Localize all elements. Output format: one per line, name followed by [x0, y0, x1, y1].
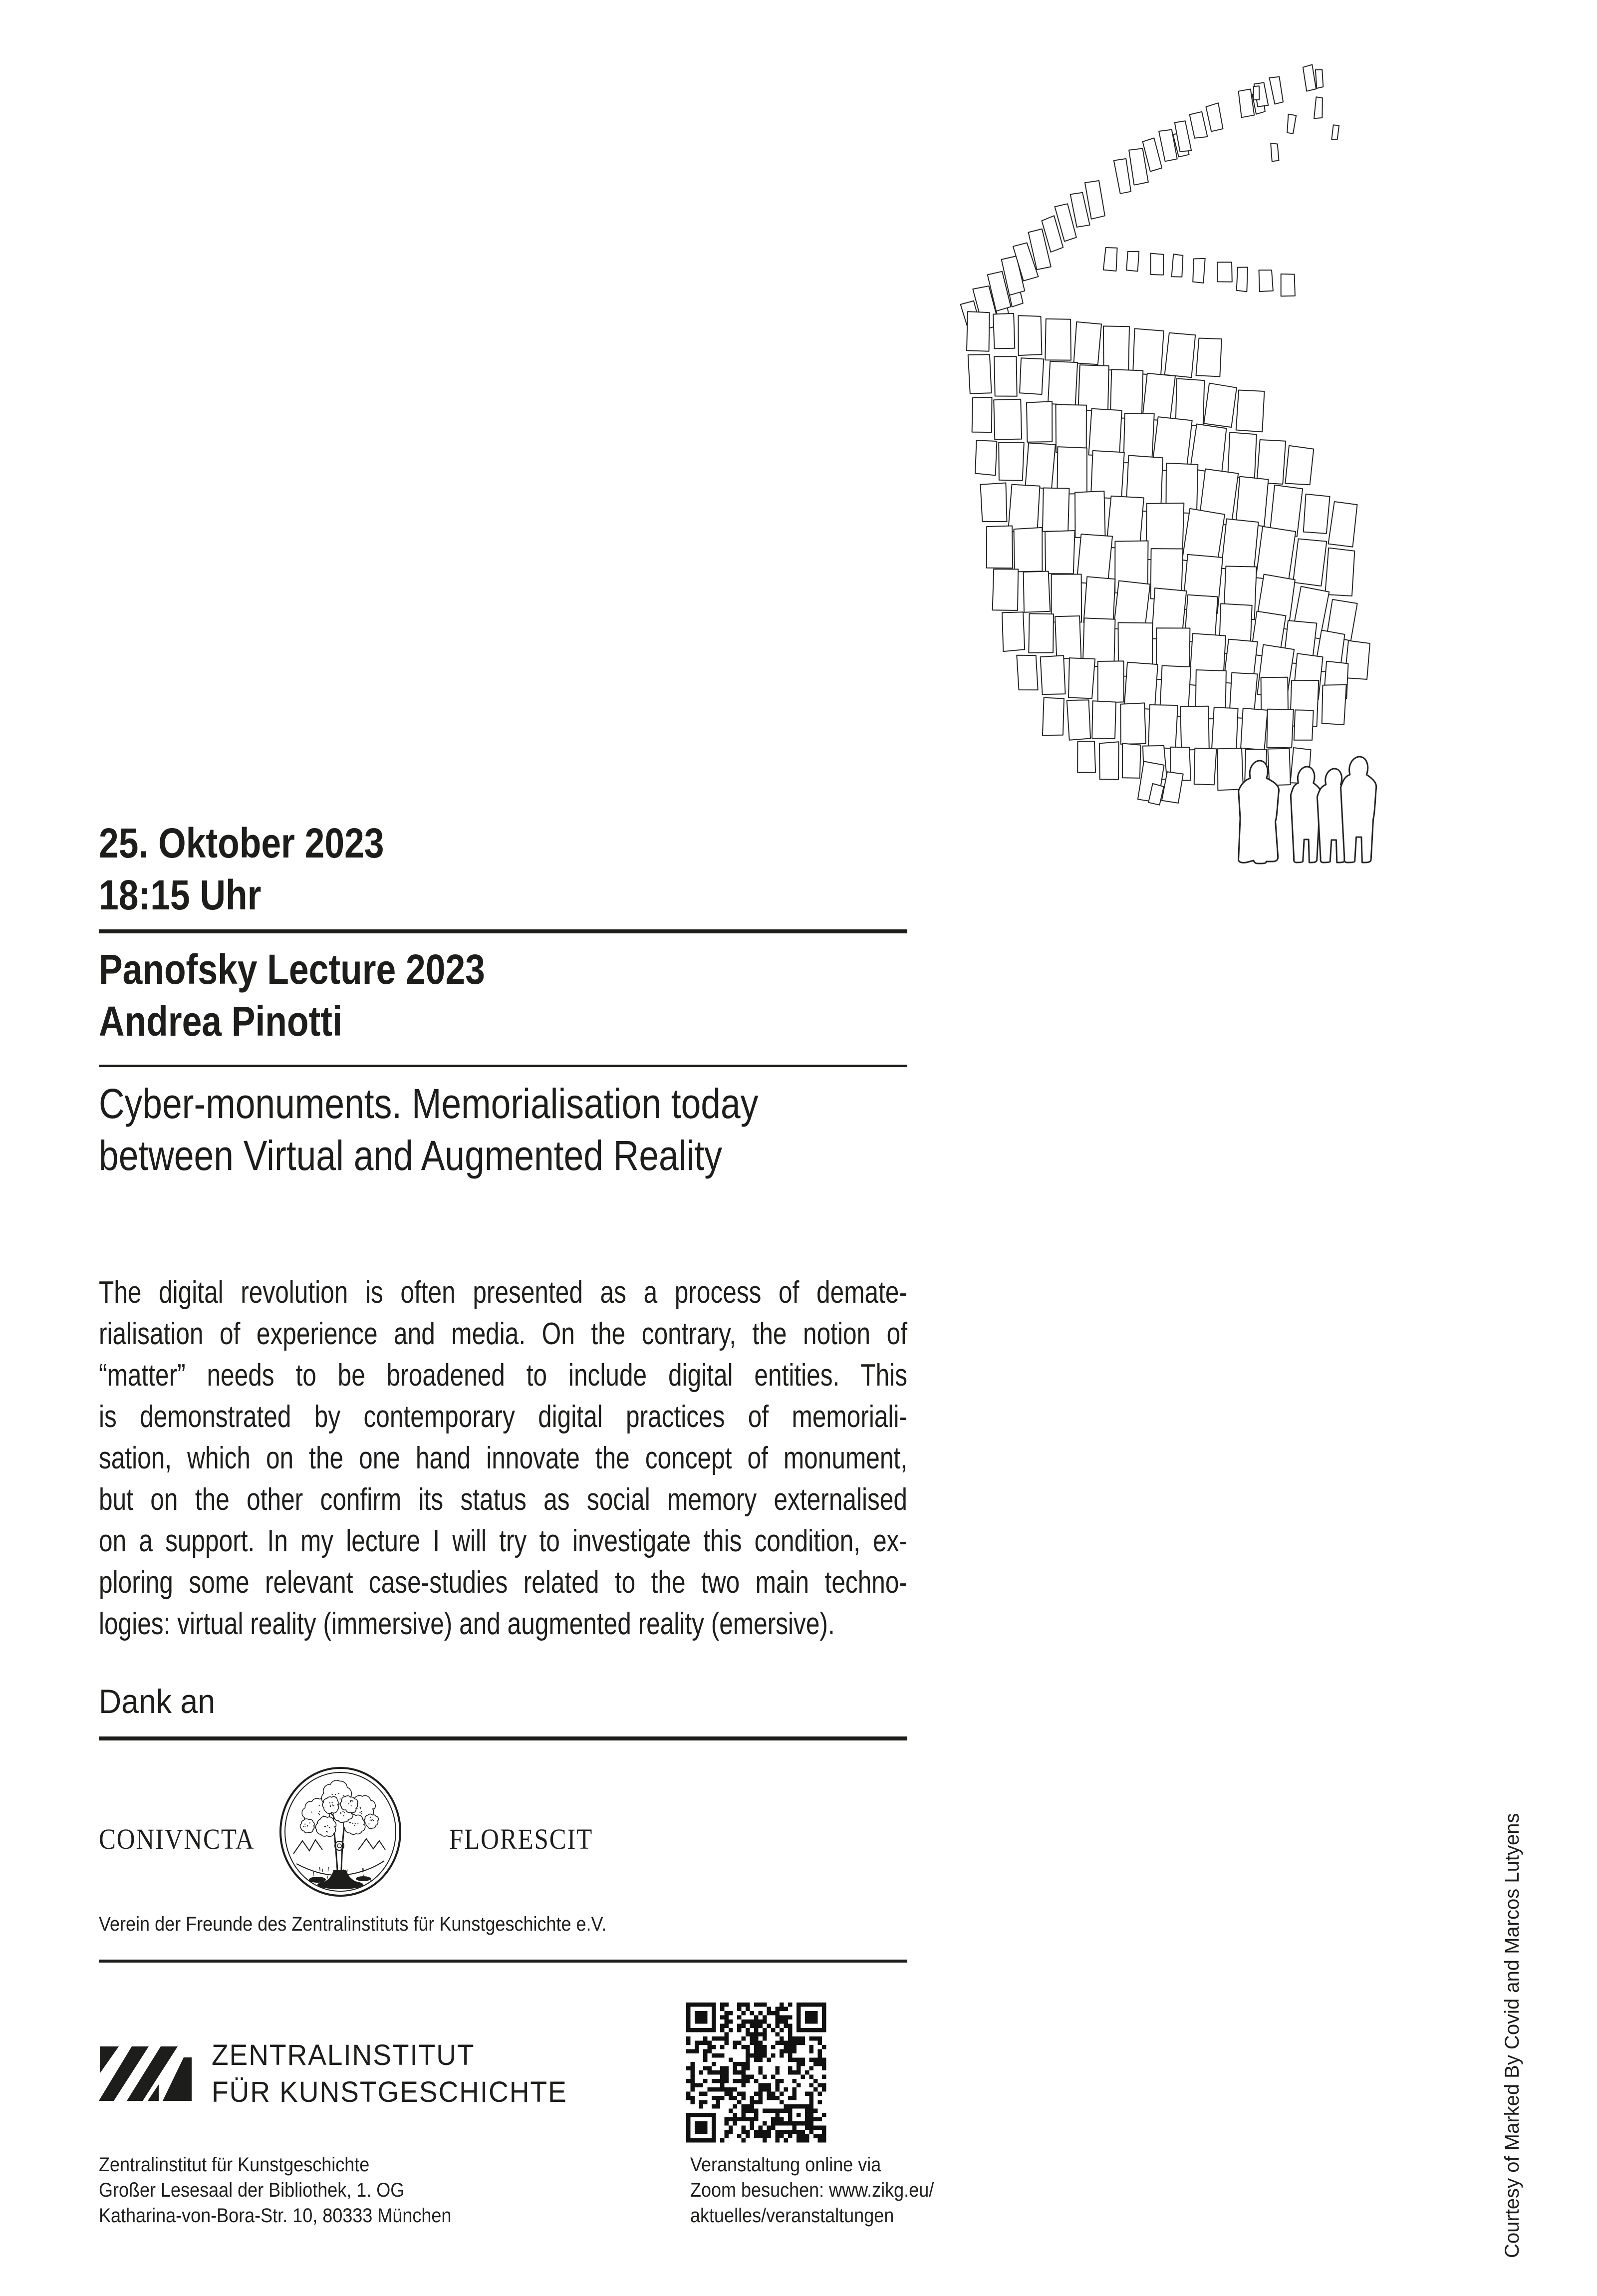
divider-3	[99, 1736, 907, 1740]
divider-4	[99, 1960, 907, 1963]
qr-code	[686, 2003, 826, 2143]
thanks-heading: Dank an	[99, 1683, 216, 1721]
institute-wordmark	[212, 2037, 567, 2111]
lecture-block	[99, 943, 485, 1047]
lecture-title	[99, 1078, 758, 1181]
lecture-series: Panofsky Lecture 2023	[99, 946, 485, 993]
abstract-line: sation, which on the one hand innovate the concept of monument,	[99, 1441, 907, 1475]
wordmark-line1: ZENTRALINSTITUT	[212, 2039, 475, 2071]
venue-address-line: Zentralinstitut für Kunstgeschichte	[99, 2154, 370, 2176]
motto-right: FLORESCIT	[449, 1823, 593, 1855]
lecture-speaker: Andrea Pinotti	[99, 998, 342, 1045]
motto-left: CONIVNCTA	[99, 1823, 255, 1855]
event-time: 18:15 Uhr	[99, 871, 262, 918]
divider-2	[99, 1065, 907, 1067]
abstract-line: on a support. In my lecture I will try to investigate this condition, ex-	[99, 1524, 907, 1558]
abstract-line: “matter” needs to be broadened to include digital entities. This	[99, 1358, 907, 1393]
date-block	[99, 817, 384, 921]
online-info-line: aktuelles/veranstaltungen	[690, 2205, 894, 2227]
artwork-spiral-drawing-icon	[938, 40, 1437, 928]
venue-address	[99, 2152, 451, 2229]
association-name: Verein der Freunde des Zentralinstituts für Kunstgeschichte e.V.	[99, 1913, 607, 1935]
abstract-line: is demonstrated by contemporary digital practices of memoriali-	[99, 1400, 907, 1434]
lecture-title-line1: Cyber-monuments. Memorialisation today	[99, 1080, 759, 1127]
abstract-line: logies: virtual reality (immersive) and augmented reality (emersive).	[99, 1607, 835, 1641]
online-info-line: Veranstaltung online via	[690, 2154, 881, 2176]
venue-address-line: Katharina-von-Bora-Str. 10, 80333 München	[99, 2205, 452, 2227]
zi-monogram-icon	[99, 2044, 192, 2103]
online-info	[690, 2152, 934, 2229]
abstract-line: rialisation of experience and media. On the contrary, the notion of	[99, 1317, 907, 1351]
tree-in-oval-emblem-icon	[278, 1766, 402, 1898]
event-date: 25. Oktober 2023	[99, 820, 384, 866]
abstract-line: ploring some relevant case-studies related to the two main techno-	[99, 1565, 907, 1600]
abstract-line: The digital revolution is often presented as a process of demate-	[99, 1275, 907, 1310]
lecture-title-line2: between Virtual and Augmented Reality	[99, 1132, 723, 1179]
venue-address-line: Großer Lesesaal der Bibliothek, 1. OG	[99, 2179, 405, 2201]
wordmark-line2: FÜR KUNSTGESCHICHTE	[212, 2076, 567, 2108]
abstract-line: but on the other confirm its status as social memory externalised	[99, 1482, 907, 1517]
abstract	[99, 1272, 907, 1645]
divider-1	[99, 929, 907, 933]
online-info-line: Zoom besuchen: www.zikg.eu/	[690, 2179, 934, 2201]
artwork-credit: Courtesy of Marked By Covid and Marcos Lutyens	[1501, 1813, 1523, 2258]
